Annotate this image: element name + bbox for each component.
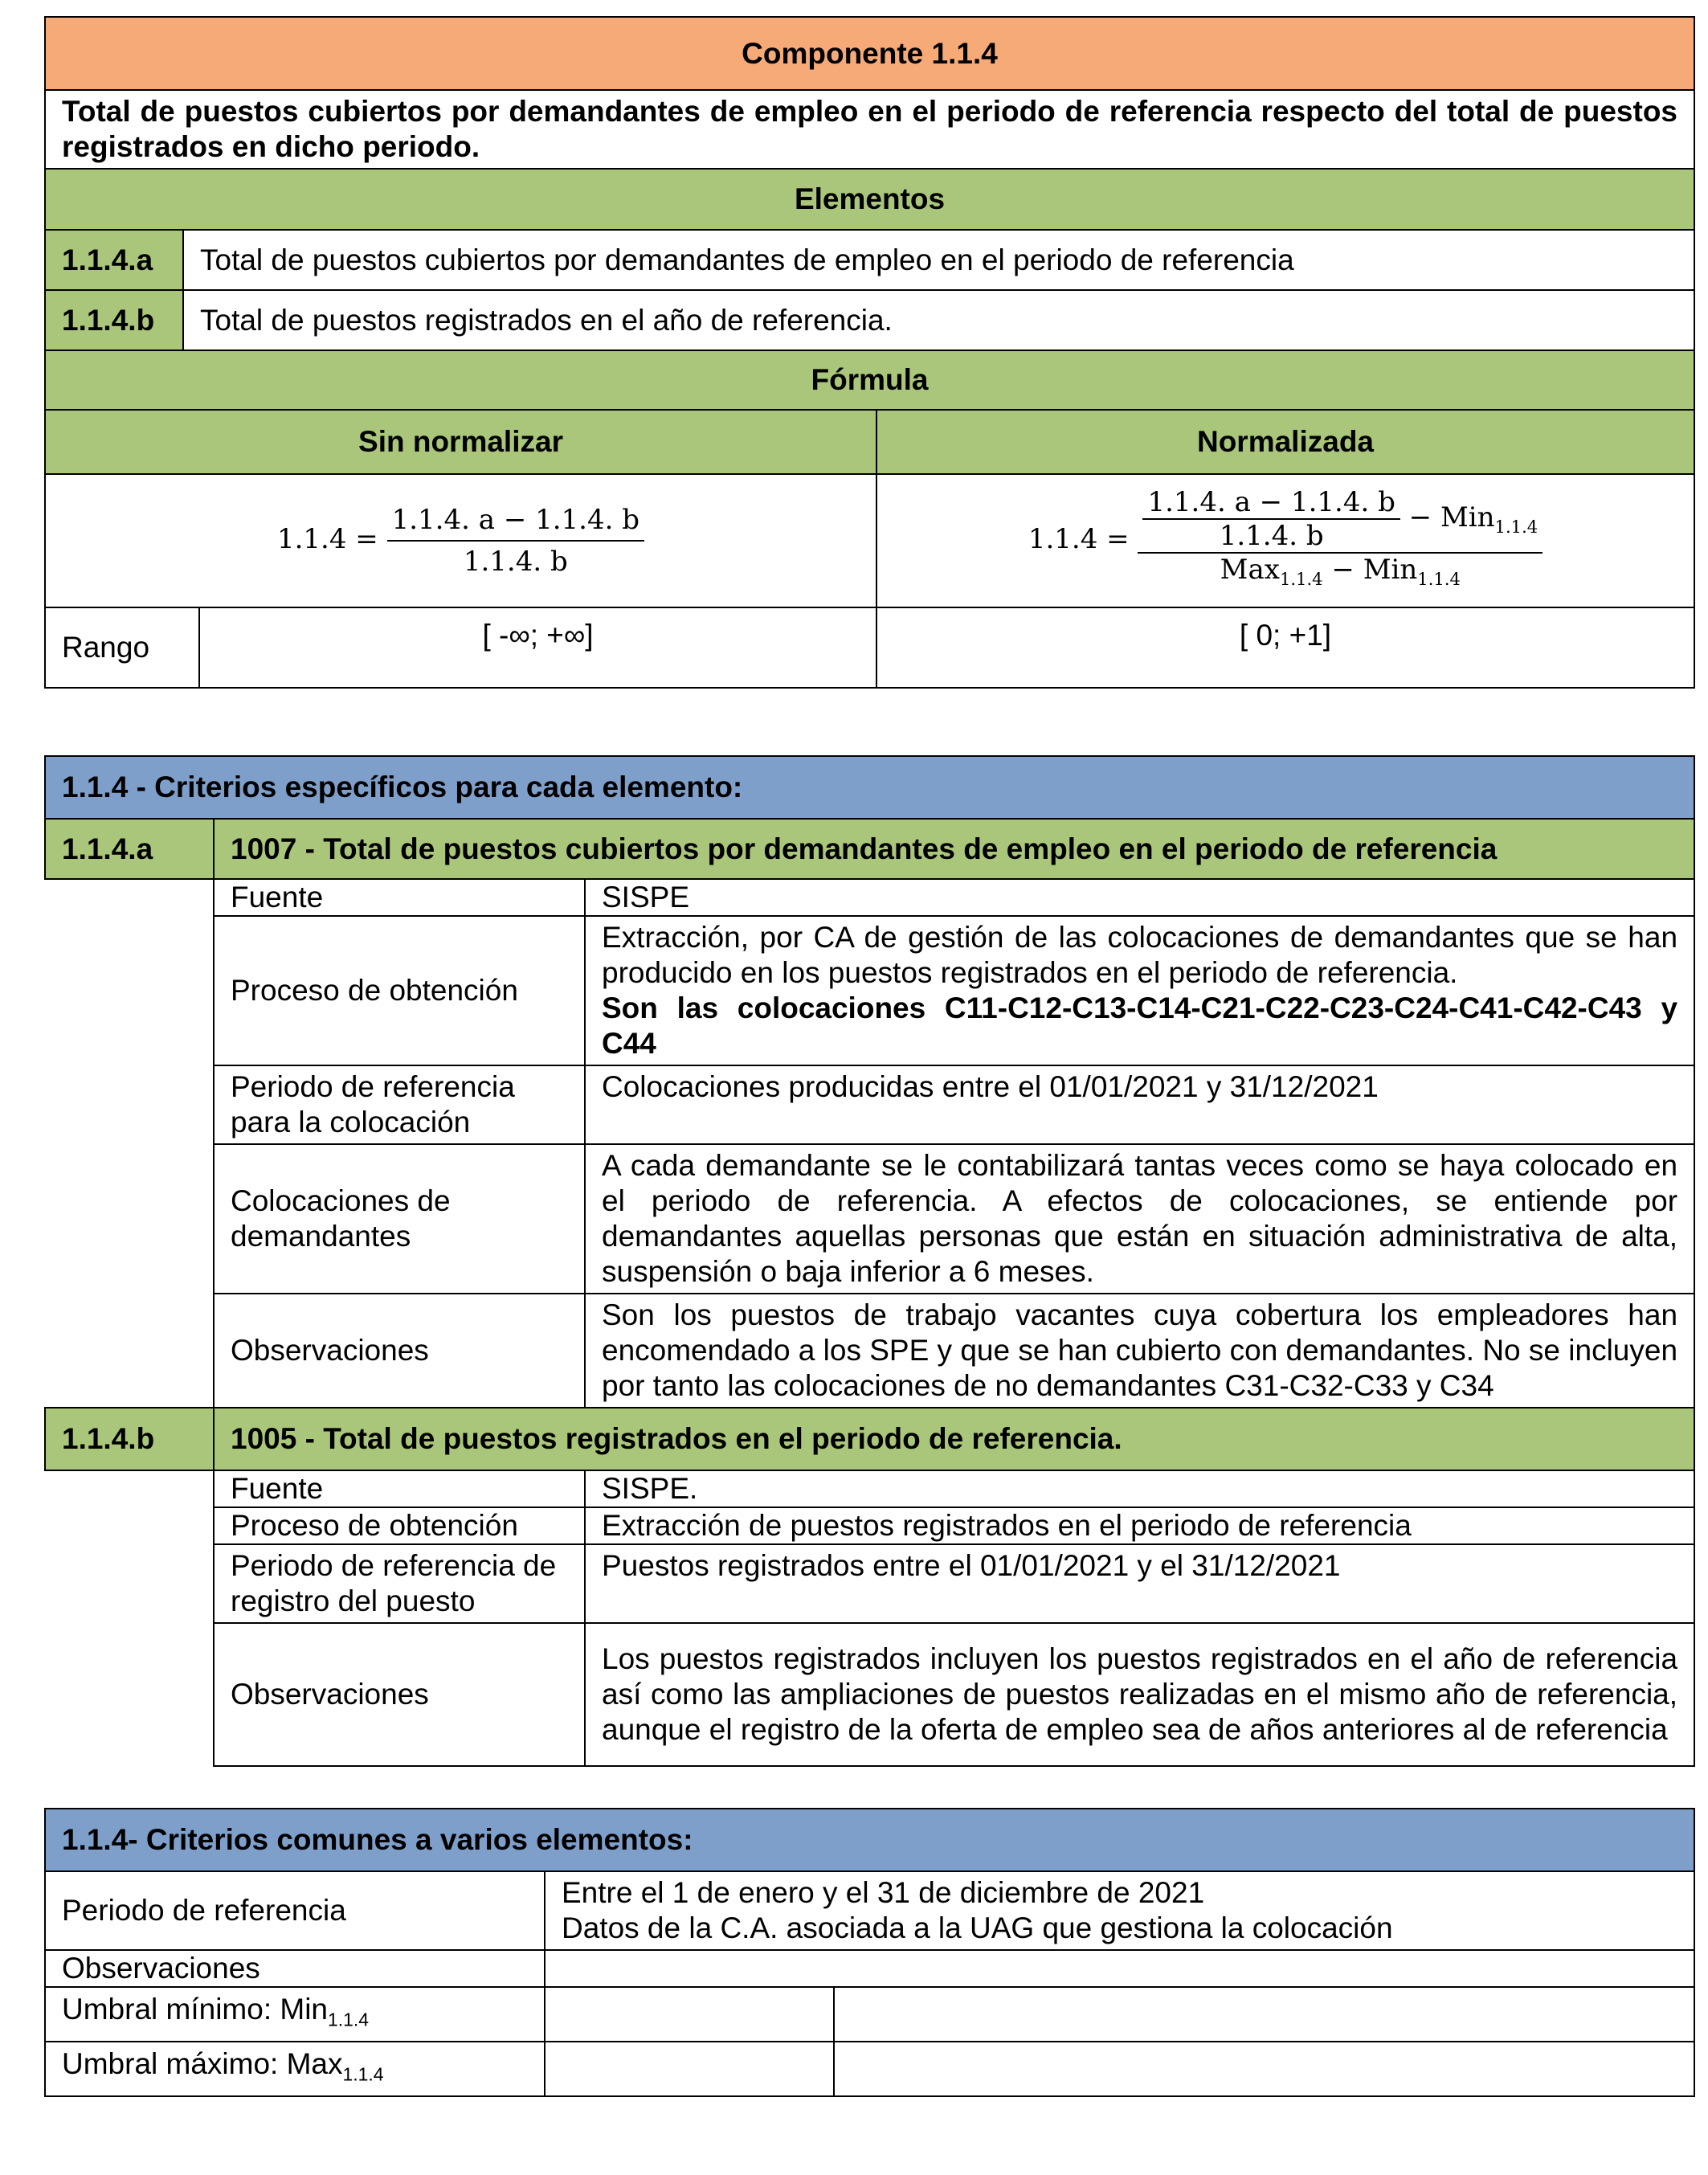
indent-spacer [45, 1470, 214, 1766]
criteria-value: SISPE [585, 879, 1694, 916]
component-table [44, 16, 1695, 689]
formula-normalized [876, 474, 1694, 607]
formula-lhs: 1.1.4 = [276, 523, 378, 555]
component-block [44, 16, 1694, 689]
criteria-label: Observaciones [214, 1294, 585, 1408]
specific-item-code: 1.1.4.a [45, 819, 214, 879]
common-criteria-table [44, 1808, 1695, 2097]
formula-col-normalized: Normalizada [876, 410, 1694, 474]
common-criteria-block [44, 1808, 1694, 2097]
element-code: 1.1.4.b [45, 290, 183, 350]
criteria-value: Extracción de puestos registrados en el periodo de referencia [585, 1507, 1694, 1544]
criteria-label: Periodo de referencia para la colocación [214, 1065, 585, 1144]
max-base: Max [1220, 554, 1280, 587]
criteria-value: Son los puestos de trabajo vacantes cuya cobertura los empleadores han encomendado a los SPE y que se han cubierto con demandantes. No se incluyen por tanto las colocaciones de no demandantes C31-C32-C33 y C34 [585, 1294, 1694, 1408]
criteria-label: Observaciones [214, 1623, 585, 1766]
umbral-min-label [45, 1987, 545, 2042]
criteria-label: Periodo de referencia de registro del puesto [214, 1544, 585, 1623]
criteria-label: Fuente [214, 1470, 585, 1507]
element-text: Total de puestos cubiertos por demandantes de empleo en el periodo de referencia [183, 230, 1694, 290]
formula-norm-denominator [1138, 554, 1543, 595]
formula-header: Fórmula [45, 350, 1694, 410]
formula-min [1440, 501, 1538, 537]
criteria-value: Los puestos registrados incluyen los puestos registrados en el año de referencia así como las ampliaciones de puestos realizadas en el mismo año de referencia, aunque el registro de la oferta de empleo sea de años anteriores al de referencia [585, 1623, 1694, 1766]
umbral-max-text: Umbral máximo: Max [62, 2046, 343, 2080]
component-title: Componente 1.1.4 [45, 17, 1694, 90]
umbral-min-extra [834, 1987, 1694, 2042]
common-observaciones-value [545, 1950, 1694, 1987]
min-sub: 1.1.4 [1417, 568, 1461, 589]
common-periodo-line1: Entre el 1 de enero y el 31 de diciembre de 2021 [562, 1876, 1205, 1909]
umbral-max-label [45, 2042, 545, 2096]
umbral-max-extra [834, 2042, 1694, 2096]
max-sub: 1.1.4 [1279, 568, 1323, 589]
criteria-label: Proceso de obtención [214, 1507, 585, 1544]
common-observaciones-label: Observaciones [45, 1950, 545, 1987]
element-text: Total de puestos registrados en el año de referencia. [183, 290, 1694, 350]
formula-norm-numerator [1138, 486, 1543, 554]
formula-inner-fraction [1142, 486, 1399, 552]
specific-criteria-title: 1.1.4 - Criterios específicos para cada elemento: [45, 756, 1694, 819]
common-criteria-title: 1.1.4- Criterios comunes a varios elementos: [45, 1809, 1694, 1871]
specific-item-code: 1.1.4.b [45, 1408, 214, 1470]
umbral-min-text: Umbral mínimo: Min [62, 1992, 328, 2026]
component-description: Total de puestos cubiertos por demandantes de empleo en el periodo de referencia respecto del total de puestos registrados en dicho periodo. [45, 90, 1694, 169]
criteria-label: Fuente [214, 879, 585, 916]
formula-raw-denominator: 1.1.4. b [463, 546, 568, 578]
element-code: 1.1.4.a [45, 230, 183, 290]
formula-inner-denominator: 1.1.4. b [1219, 520, 1324, 553]
formula-raw [45, 474, 876, 607]
criteria-value: Colocaciones producidas entre el 01/01/2021 y 31/12/2021 [585, 1065, 1694, 1144]
formula-minus: − [1331, 554, 1355, 587]
common-periodo-value [545, 1871, 1694, 1950]
specific-item-header: 1005 - Total de puestos registrados en el periodo de referencia. [214, 1408, 1694, 1470]
umbral-min-sub: 1.1.4 [328, 2009, 370, 2030]
formula-max [1220, 554, 1323, 589]
common-periodo-label: Periodo de referencia [45, 1871, 545, 1950]
range-normalized: [ 0; +1] [876, 607, 1694, 688]
formula-norm-fraction [1138, 486, 1543, 595]
min-base: Min [1440, 501, 1495, 534]
range-label: Rango [45, 607, 199, 688]
min-sub: 1.1.4 [1494, 516, 1538, 537]
formula-inner-numerator: 1.1.4. a − 1.1.4. b [1142, 486, 1399, 520]
criteria-value-bold: Son las colocaciones C11-C12-C13-C14-C21-C22-C23-C24-C41-C42-C43 y C44 [602, 991, 1678, 1060]
formula-min [1363, 554, 1461, 589]
specific-criteria-block [44, 755, 1694, 1767]
specific-item-header: 1007 - Total de puestos cubiertos por demandantes de empleo en el periodo de referencia [214, 819, 1694, 879]
criteria-value-text: Extracción, por CA de gestión de las colocaciones de demandantes que se han producido en los puestos registrados en el periodo de referencia. [602, 921, 1678, 989]
specific-criteria-table [44, 755, 1695, 1767]
formula-raw-numerator: 1.1.4. a − 1.1.4. b [387, 500, 644, 542]
criteria-label: Colocaciones de demandantes [214, 1144, 585, 1294]
criteria-value: A cada demandante se le contabilizará tantas veces como se haya colocado en el periodo de referencia. A efectos de colocaciones, se entiende por demandantes aquellas personas que están en situación administrativa de alta, suspensión o baja inferior a 6 meses. [585, 1144, 1694, 1294]
criteria-value: SISPE. [585, 1470, 1694, 1507]
formula-lhs: 1.1.4 = [1028, 523, 1130, 555]
min-base: Min [1363, 554, 1418, 587]
indent-spacer [45, 879, 214, 1408]
formula-minus: − [1408, 501, 1432, 534]
elements-header: Elementos [45, 169, 1694, 230]
umbral-max-value [545, 2042, 834, 2096]
criteria-value: Puestos registrados entre el 01/01/2021 y el 31/12/2021 [585, 1544, 1694, 1623]
formula-raw-fraction [387, 500, 644, 582]
formula-col-raw: Sin normalizar [45, 410, 876, 474]
umbral-max-sub: 1.1.4 [342, 2063, 384, 2085]
criteria-value [585, 916, 1694, 1065]
umbral-min-value [545, 1987, 834, 2042]
common-periodo-line2: Datos de la C.A. asociada a la UAG que gestiona la colocación [562, 1911, 1393, 1944]
range-raw: [ -∞; +∞] [199, 607, 876, 688]
criteria-label: Proceso de obtención [214, 916, 585, 1065]
